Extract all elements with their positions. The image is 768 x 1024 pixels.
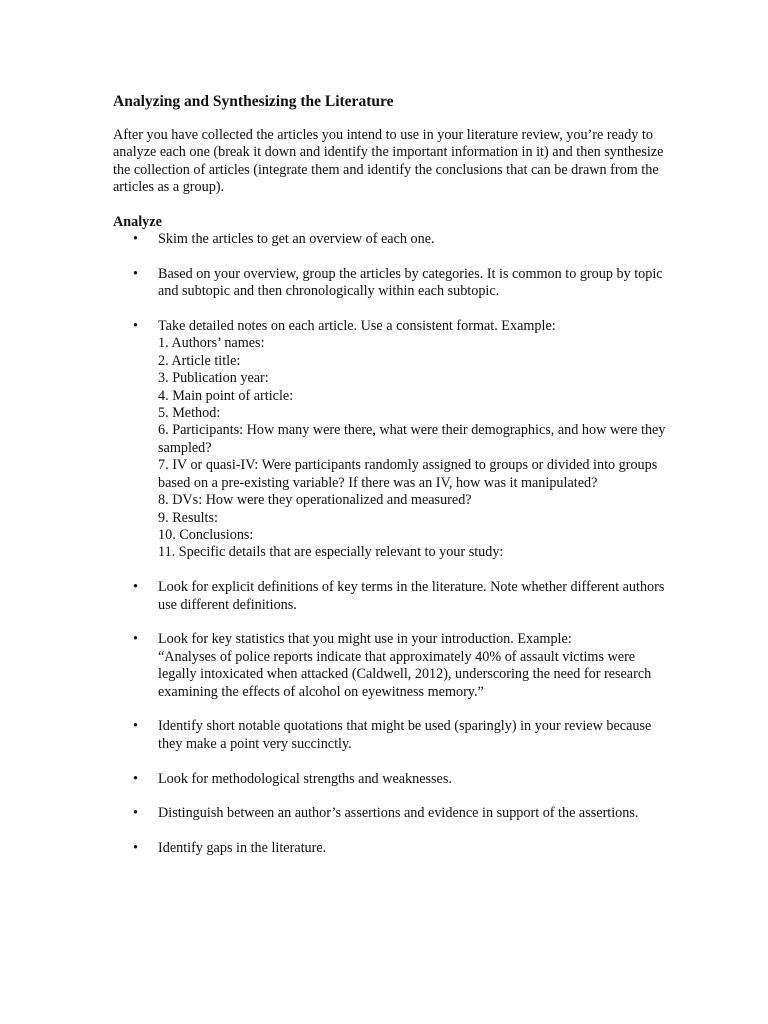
bullet-icon: • [133,840,138,857]
note-field: 4. Main point of article: [158,387,294,404]
list-item [113,266,673,301]
list-item-text: Distinguish between an author’s assertions and evidence in support of the assertions. [158,805,639,822]
note-field: 9. Results: [158,509,218,526]
list-item [113,805,673,822]
intro-paragraph: After you have collected the articles you intend to use in your literature review, you’re ready to analyze each one (break it down and identify the important information in it) and then synthesize the collection of articles (integrate them and identify the conclusions that can be drawn from the articles as a group). [113,127,664,196]
bullet-icon: • [133,265,138,282]
bullet-icon: • [133,805,138,822]
list-item [113,771,673,788]
list-item-text: Skim the articles to get an overview of each one. [158,231,435,248]
list-item-text: Based on your overview, group the articles by categories. It is common to group by topic and subtopic and then chronologically within each subtopic. [158,265,663,300]
list-item [113,631,673,701]
note-field: 7. IV or quasi-IV: Were participants randomly assigned to groups or divided into groups based on a pre-existing variable? If there was an IV, how was it manipulated? [158,457,658,491]
document-page [113,92,673,875]
list-item-text: Look for methodological strengths and weaknesses. [158,770,452,787]
bullet-icon: • [133,579,138,596]
note-field: 2. Article title: [158,352,241,369]
list-item [113,840,673,857]
list-item-text: Take detailed notes on each article. Use a consistent format. Example: [158,318,556,335]
list-item [113,579,673,614]
analyze-list [113,231,673,858]
note-field: 1. Authors’ names: [158,335,265,352]
bullet-icon: • [133,718,138,735]
list-item-text: Identify short notable quotations that might be used (sparingly) in your review because they make a point very succinctly. [158,718,652,752]
note-field: 10. Conclusions: [158,526,254,543]
note-field: 3. Publication year: [158,370,269,387]
analyze-heading: Analyze [113,213,162,230]
note-field: 11. Specific details that are especially relevant to your study: [158,544,504,561]
bullet-icon: • [133,770,138,787]
list-item [113,718,673,753]
list-item-text: Identify gaps in the literature. [158,840,327,857]
example-quote: “Analyses of police reports indicate that approximately 40% of assault victims were legally intoxicated when attacked (Caldwell, 2012), underscoring the need for research examining the effects of alcohol on eyewitness memory.” [158,648,652,700]
bullet-icon: • [133,631,138,648]
bullet-icon: • [133,231,138,248]
list-item-text: Look for key statistics that you might use in your introduction. Example: [158,631,572,648]
list-item [113,318,673,562]
bullet-icon: • [133,318,138,335]
list-item [113,231,673,248]
note-field: 8. DVs: How were they operationalized and measured? [158,492,472,509]
document-title: Analyzing and Synthesizing the Literature [113,93,394,110]
note-field: 6. Participants: How many were there, what were their demographics, and how were they sampled? [158,422,666,456]
note-field: 5. Method: [158,405,221,422]
list-item-text: Look for explicit definitions of key terms in the literature. Note whether different authors use different definitions. [158,579,665,613]
